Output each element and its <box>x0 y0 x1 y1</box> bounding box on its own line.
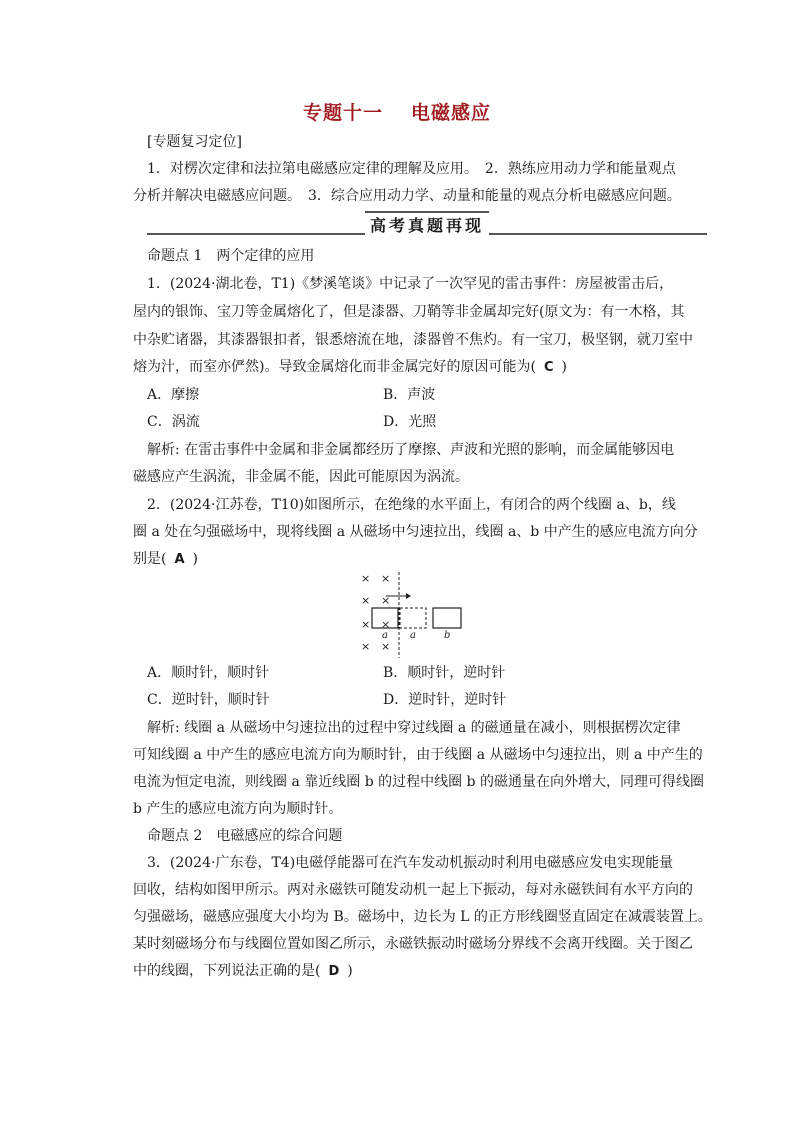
q1-line-3: 中杂贮诸器，其漆器银扣者，银悉熔流在地，漆器曾不焦灼。有一宝刀，极坚钢，就刀室中 <box>133 332 693 348</box>
q1-stem-end: 熔为汁，而室亦俨然)。导致金属熔化而非金属完好的原因可能为( <box>133 359 536 375</box>
q2-line-2: 圈 a 处在匀强磁场中，现将线圈 a 从磁场中匀速拉出，线圈 a、b 中产生的感应电流方向分 <box>133 524 698 540</box>
q3-line-2: 回收，结构如图甲所示。两对永磁铁可随发动机一起上下振动，每对永磁铁间有水平方向的 <box>133 882 693 898</box>
q2-option-b: B．顺时针，逆时针 <box>383 665 506 681</box>
q1-close: ) <box>561 359 567 375</box>
q2-explain-1: 解析: 线圈 a 从磁场中匀速拉出的过程中穿过线圈 a 的磁通量在减小，则根据楞次定律 <box>147 720 681 736</box>
review-heading: [专题复习定位] <box>147 134 242 150</box>
q2-option-d: D．逆时针，逆时针 <box>383 692 507 708</box>
q1-answer: C <box>543 360 554 375</box>
field-cross: × <box>381 618 391 631</box>
q2-stem-end: 别是( <box>133 551 167 567</box>
field-cross: × <box>361 618 371 631</box>
q2-explain-2: 可知线圈 a 中产生的感应电流方向为顺时针，由于线圈 a 从磁场中匀速拉出，则 a 中产生的 <box>133 747 703 763</box>
section-banner <box>147 211 707 239</box>
q3-line-3: 匀强磁场，磁感应强度大小均为 B。磁场中，边长为 L 的正方形线圈竖直固定在减震装置上。 <box>133 909 712 925</box>
q1-line-1: 1．(2024·湖北卷，T1)《梦溪笔谈》中记录了一次罕见的雷击事件：房屋被雷击后， <box>147 276 674 292</box>
q3-answer: D <box>328 964 340 979</box>
q1-option-a: A．摩擦 <box>147 387 200 403</box>
q2-line-1: 2．(2024·江苏卷，T10)如图所示，在绝缘的水平面上，有闭合的两个线圈 a、b，线 <box>147 497 676 513</box>
q1-option-b: B．声波 <box>383 387 436 403</box>
topic-point-1: 命题点 1 两个定律的应用 <box>147 248 315 264</box>
label-b: b <box>444 630 451 641</box>
field-cross: × <box>361 572 371 585</box>
review-line-1: 1．对楞次定律和法拉第电磁感应定律的理解及应用。 2．熟练应用动力学和能量观点 <box>147 161 676 177</box>
field-cross: × <box>361 640 371 653</box>
q2-line-3 <box>133 545 198 574</box>
arrow-head-icon <box>406 593 411 599</box>
q3-close: ) <box>347 963 353 979</box>
field-cross: × <box>381 640 391 653</box>
q2-option-a: A．顺时针，顺时针 <box>147 665 270 681</box>
field-cross: × <box>381 572 391 585</box>
q1-option-c: C．涡流 <box>147 414 200 430</box>
q2-answer: A <box>174 552 185 567</box>
q1-explain-2: 磁感应产生涡流，非金属不能，因此可能原因为涡流。 <box>133 469 469 485</box>
title-sub: 电磁感应 <box>411 102 492 124</box>
page-title <box>0 98 794 125</box>
q3-stem-end: 中的线圈，下列说法正确的是( <box>133 963 321 979</box>
field-cross: × <box>361 594 371 607</box>
banner-title: 高考真题再现 <box>365 211 489 237</box>
q1-explain-1: 解析: 在雷击事件中金属和非金属都经历了摩擦、声波和光照的影响，而金属能够因电 <box>147 442 675 458</box>
coil-b <box>433 608 461 628</box>
q2-option-c: C．逆时针，顺时针 <box>147 692 270 708</box>
q2-explain-3: 电流为恒定电流，则线圈 a 靠近线圈 b 的过程中线圈 b 的磁通量在向外增大，同理可得线圈 <box>133 774 704 790</box>
q2-close: ) <box>192 551 198 567</box>
q1-option-d: D．光照 <box>383 414 437 430</box>
label-a2: a <box>410 630 416 641</box>
coil-a-moved <box>400 608 426 628</box>
q3-line-1: 3．(2024·广东卷，T4)电磁俘能器可在汽车发动机振动时利用电磁感应发电实现能量 <box>147 855 674 871</box>
title-main: 专题十一 <box>302 102 383 124</box>
q1-line-2: 屋内的银饰、宝刀等金属熔化了，但是漆器、刀鞘等非金属却完好(原文为：有一木格，其 <box>133 304 685 320</box>
q2-figure-coils <box>356 570 466 660</box>
review-line-2: 分析并解决电磁感应问题。 3．综合应用动力学、动量和能量的观点分析电磁感应问题。 <box>133 188 681 204</box>
topic-point-2: 命题点 2 电磁感应的综合问题 <box>147 828 343 844</box>
q1-line-4 <box>133 353 567 382</box>
q2-explain-4: b 产生的感应电流方向为顺时针。 <box>133 801 343 817</box>
q3-line-5 <box>133 957 353 986</box>
label-a1: a <box>382 630 388 641</box>
q3-line-4: 某时刻磁场分布与线圈位置如图乙所示，永磁铁振动时磁场分界线不会离开线圈。关于图乙 <box>133 936 693 952</box>
field-cross: × <box>381 594 391 607</box>
